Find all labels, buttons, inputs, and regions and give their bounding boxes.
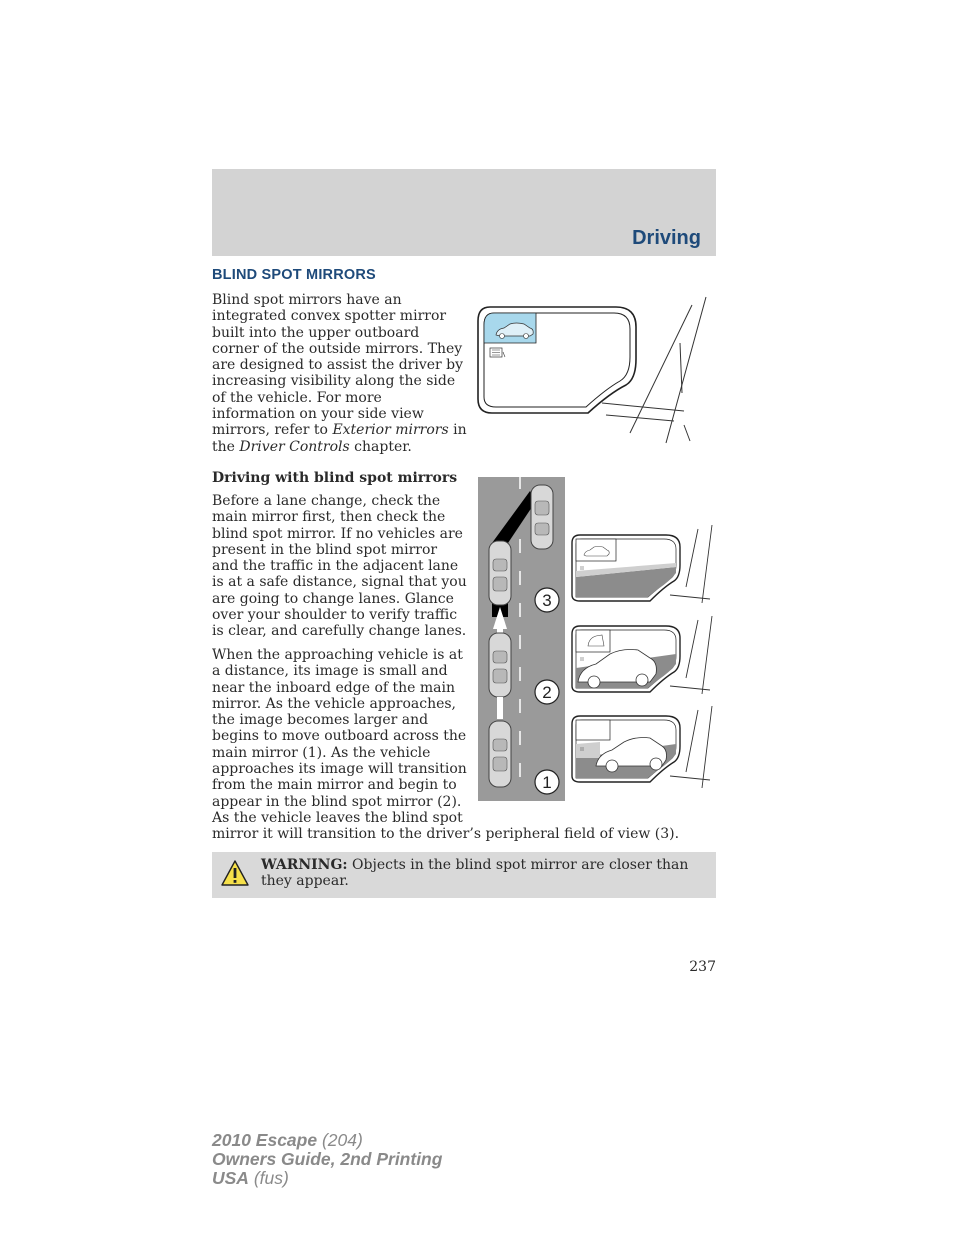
intro-paragraph	[212, 292, 467, 455]
footer-model-code: (204)	[317, 1130, 363, 1150]
approaching-car-position-3	[489, 541, 511, 605]
ref-topic: Exterior mirrors	[332, 422, 449, 439]
intro-text-mid: in the	[212, 422, 467, 455]
approaching-car-position-1	[489, 721, 511, 787]
footer-guide: Owners Guide, 2nd Printing	[212, 1149, 443, 1169]
warning-text	[261, 857, 711, 890]
mirror-view-3	[572, 525, 712, 603]
warning-label: WARNING:	[261, 857, 348, 873]
blind-spot-mirror-illustration	[470, 293, 716, 453]
intro-text-before: Blind spot mirrors have an integrated convex spotter mirror built into the upper outboard corner of the outside mirrors. They are designed to assist the driver by increasing visibility along the side of the vehicle. For more information on your side view mirrors, refer to	[212, 292, 464, 439]
chapter-title: Driving	[632, 227, 701, 249]
svg-text:3: 3	[542, 591, 552, 610]
mirror-view-1	[572, 706, 712, 788]
footer-line-market	[212, 1169, 442, 1188]
footer-model: 2010 Escape	[212, 1130, 318, 1150]
svg-text:1: 1	[542, 773, 552, 792]
lane-change-paragraph: Before a lane change, check the main mirror first, then check the blind spot mirror. If no vehicles are present in the blind spot mirror and the traffic in the adjacent lane is at a safe distance, signal that you are going to change lanes. Glance over your shoulder to verify traffic is clear, and carefully change lanes.	[212, 493, 467, 640]
intro-text-after: chapter.	[349, 438, 412, 455]
footer-line-guide	[212, 1150, 442, 1169]
section-heading: BLIND SPOT MIRRORS	[212, 267, 376, 283]
driver-car	[531, 485, 553, 549]
step-marker-2	[535, 680, 559, 704]
warning-message: Objects in the blind spot mirror are closer than they appear.	[261, 857, 689, 890]
footer-line-model	[212, 1131, 442, 1150]
warning-triangle-icon	[220, 859, 250, 887]
subsection-heading: Driving with blind spot mirrors	[212, 470, 458, 486]
chapter-header-band	[212, 169, 716, 256]
svg-text:2: 2	[542, 683, 552, 702]
document-footer	[212, 1131, 442, 1188]
page-number: 237	[689, 959, 716, 975]
ref-chapter: Driver Controls	[239, 438, 350, 455]
approaching-car-position-2	[489, 633, 511, 697]
footer-market-code: (fus)	[248, 1168, 289, 1188]
step-marker-3	[535, 588, 559, 612]
approaching-vehicle-sequence-illustration	[478, 477, 716, 807]
footer-market: USA	[212, 1168, 249, 1188]
step-marker-1	[535, 770, 559, 794]
approach-paragraph-tail: mirror it will transition to the driver’s peripheral field of view (3).	[212, 826, 680, 842]
mirror-view-2	[572, 616, 712, 694]
warning-box	[212, 852, 716, 898]
approach-paragraph: When the approaching vehicle is at a distance, its image is small and near the inboard edge of the main mirror. As the vehicle approaches, the image becomes larger and begins to move outboard across the main mirror (1). As the vehicle approaches its image will transition from the main mirror and begin to appear in the blind spot mirror (2). As the vehicle leaves the blind spot	[212, 647, 467, 826]
